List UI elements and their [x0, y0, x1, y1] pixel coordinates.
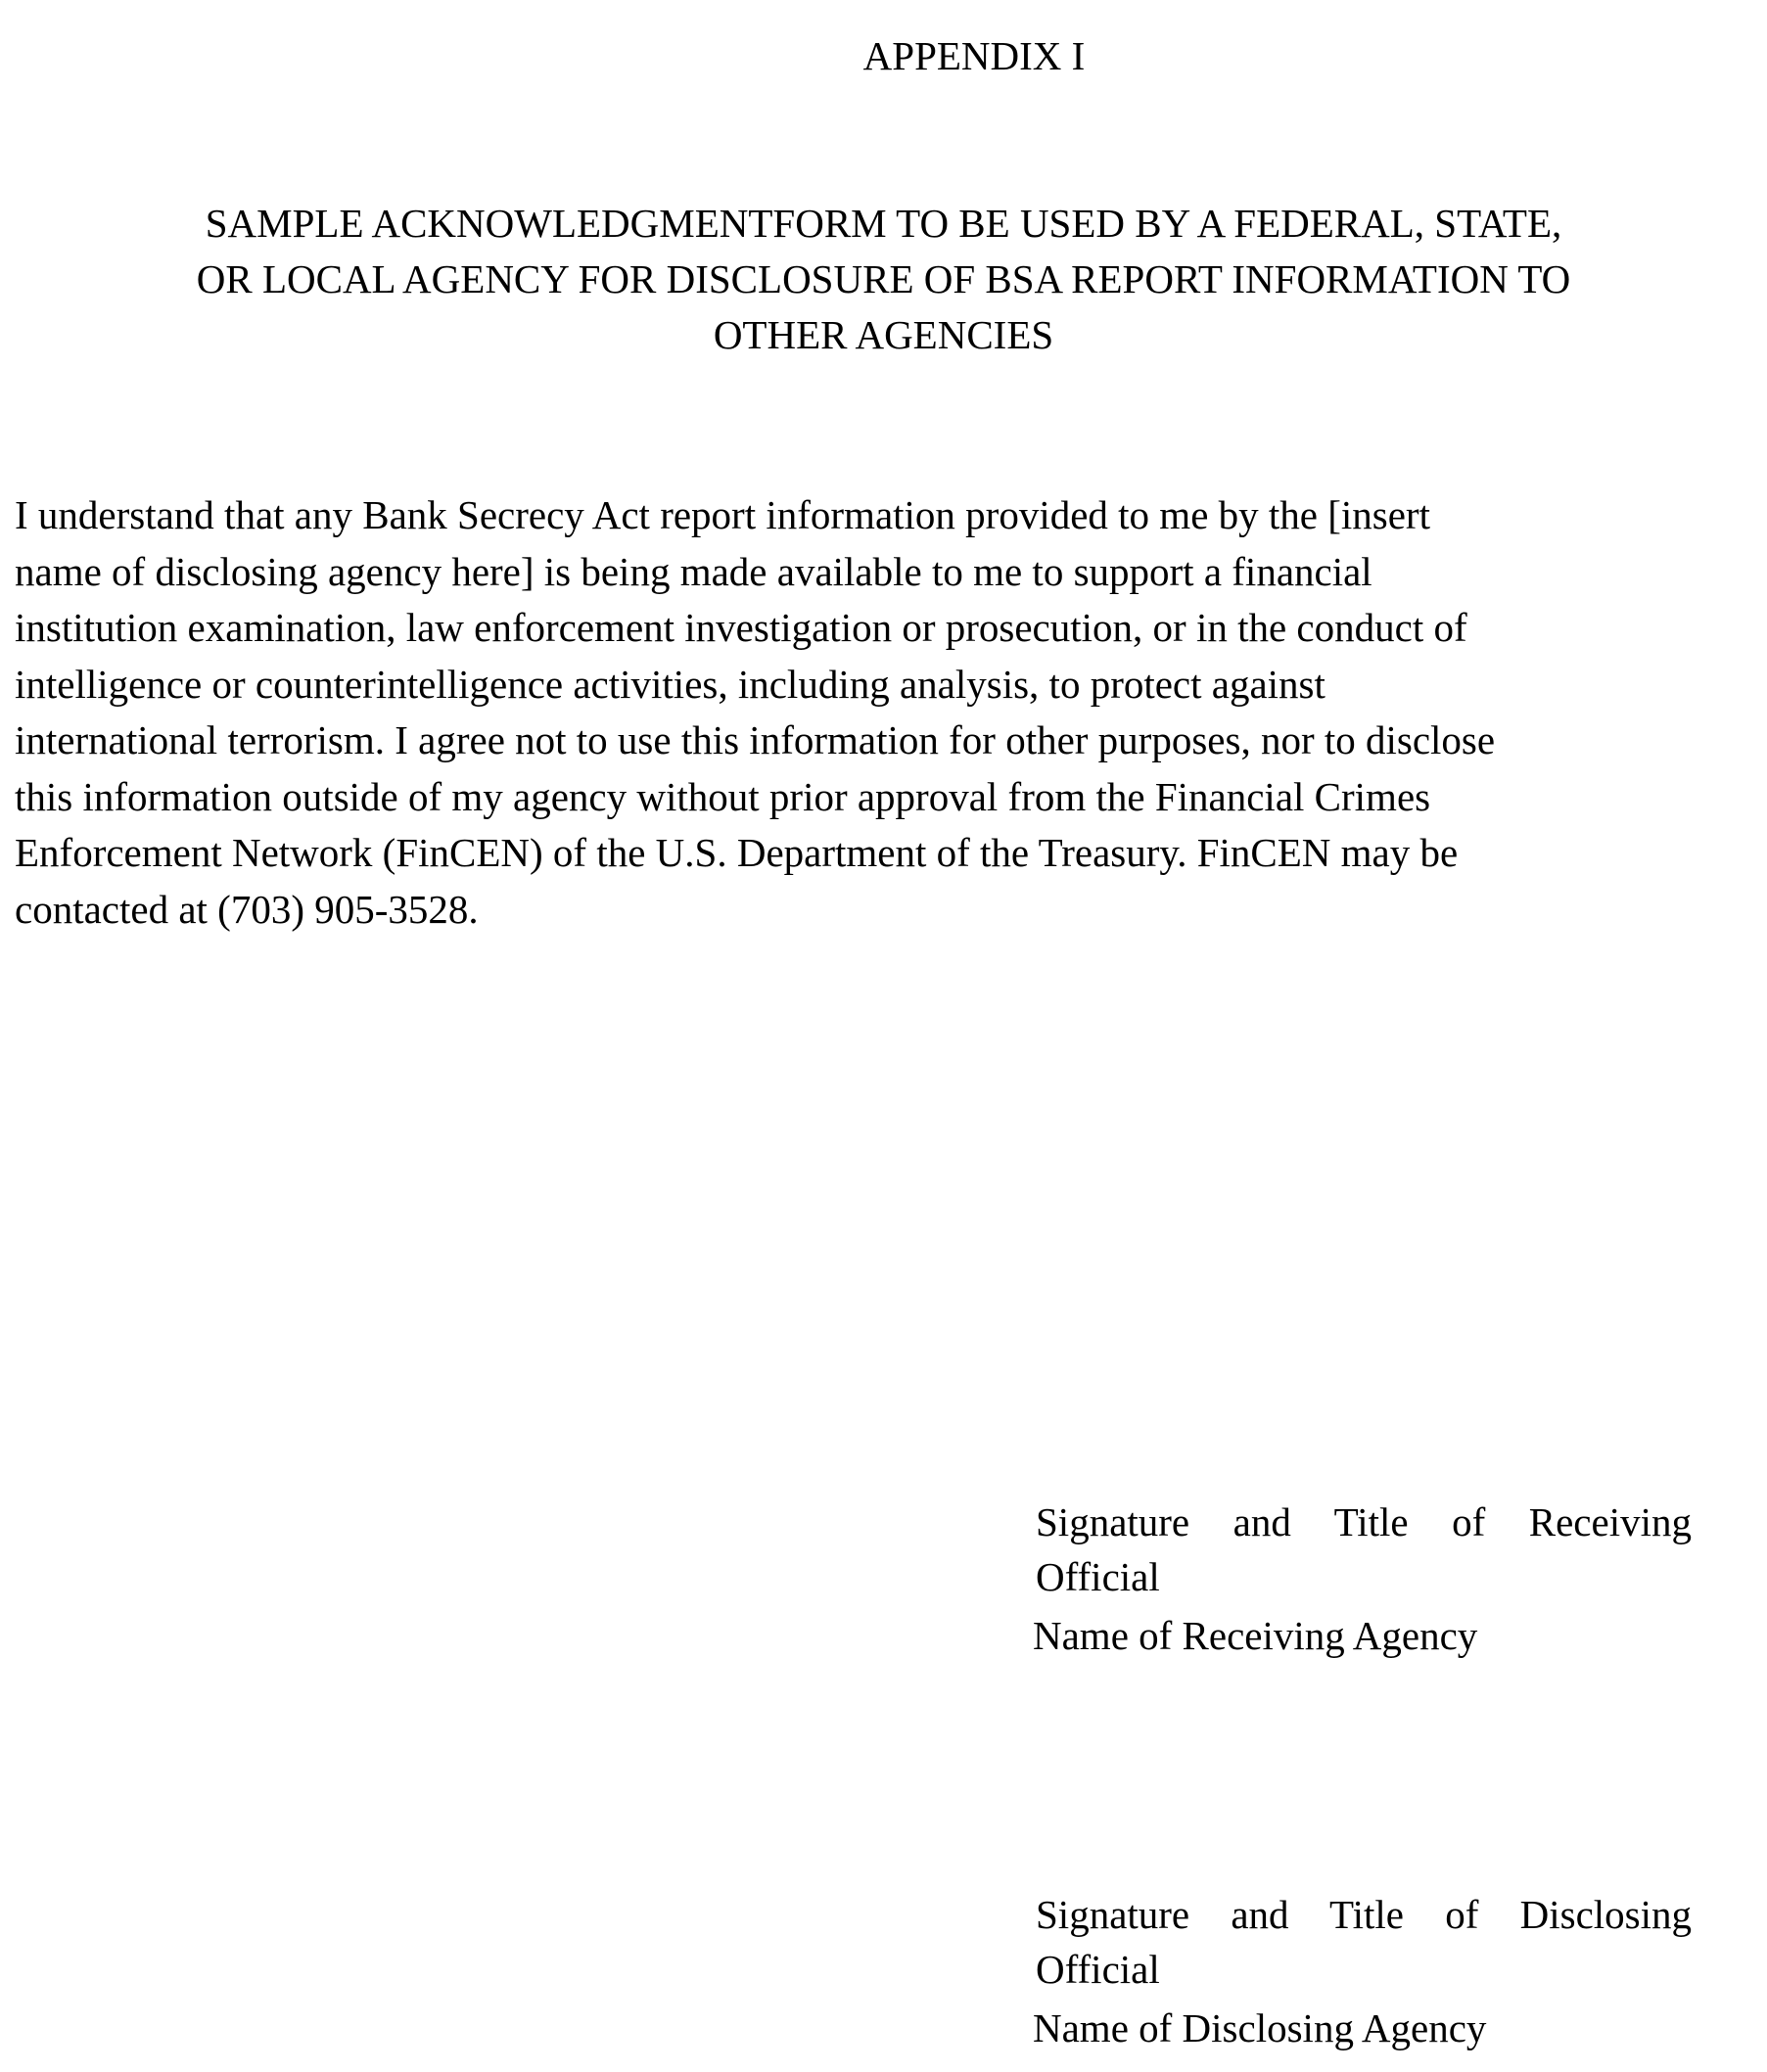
acknowledgment-paragraph [15, 487, 1495, 938]
disclosing-signature-block [1033, 1887, 1692, 2055]
receiving-signature-title-label: Signature and Title of Receiving [1036, 1499, 1692, 1544]
form-title [0, 196, 1767, 363]
body-line: name of disclosing agency here] is being made available to me to support a financial [15, 548, 1372, 594]
body-line: international terrorism. I agree not to use this information for other purposes, nor to disclose [15, 717, 1496, 762]
disclosing-official-label: Official [1036, 1947, 1160, 1992]
body-line: I understand that any Bank Secrecy Act report information provided to me by the [insert [15, 492, 1430, 537]
receiving-official-label: Official [1036, 1554, 1160, 1599]
receiving-agency-label: Name of Receiving Agency [1033, 1613, 1478, 1658]
title-line: OTHER AGENCIES [713, 312, 1054, 357]
title-line: SAMPLE ACKNOWLEDGMENTFORM TO BE USED BY A FEDERAL, STATE, [205, 201, 1562, 246]
body-line: intelligence or counterintelligence activities, including analysis, to protect against [15, 661, 1325, 707]
title-line: OR LOCAL AGENCY FOR DISCLOSURE OF BSA REPORT INFORMATION TO [196, 256, 1571, 301]
disclosing-signature-title-label: Signature and Title of Disclosing [1036, 1892, 1692, 1937]
body-line: institution examination, law enforcement investigation or prosecution, or in the conduct of [15, 605, 1467, 650]
appendix-label: APPENDIX I [862, 33, 1086, 78]
body-line: Enforcement Network (FinCEN) of the U.S. Department of the Treasury. FinCEN may be [15, 830, 1459, 875]
receiving-signature-block [1033, 1495, 1692, 1663]
disclosing-agency-label: Name of Disclosing Agency [1033, 2005, 1487, 2050]
body-line: contacted at (703) 905-3528. [15, 886, 479, 932]
body-line: this information outside of my agency without prior approval from the Financial Crimes [15, 773, 1431, 819]
